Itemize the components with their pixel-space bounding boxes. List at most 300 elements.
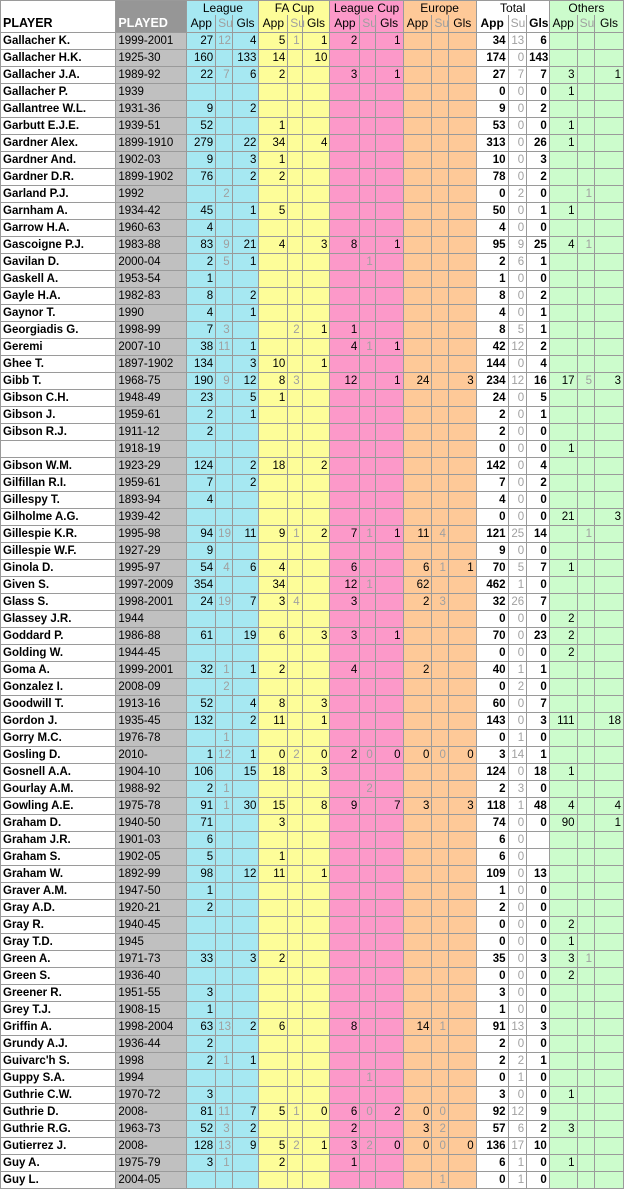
league-cup-app-cell xyxy=(330,152,360,169)
total-goals-cell: 0 xyxy=(527,917,550,934)
player-name: Gilfillan R.I. xyxy=(1,475,116,492)
league-goals-cell: 4 xyxy=(232,33,259,50)
others-app-cell: 1 xyxy=(549,441,577,458)
played-years: 1976-78 xyxy=(116,730,187,747)
league-cup-app-cell: 4 xyxy=(330,662,360,679)
others-app-cell xyxy=(549,458,577,475)
league-goals-cell xyxy=(232,968,259,985)
total-sub-cell: 6 xyxy=(508,1121,527,1138)
others-goals-header: Gls xyxy=(595,15,624,33)
others-sub-cell xyxy=(577,713,595,730)
player-name: Gardner Alex. xyxy=(1,135,116,152)
others-app-cell: 3 xyxy=(549,951,577,968)
fa-cup-app-cell: 1 xyxy=(259,849,288,866)
fa-cup-goals-cell xyxy=(302,390,330,407)
corner-cell-played xyxy=(116,1,187,16)
europe-goals-cell: 3 xyxy=(448,373,476,390)
total-sub-header: Su xyxy=(508,15,527,33)
others-sub-cell xyxy=(577,271,595,288)
total-sub-cell: 0 xyxy=(508,832,527,849)
played-years: 1897-1902 xyxy=(116,356,187,373)
league-cup-app-cell xyxy=(330,169,360,186)
league-cup-goals-cell xyxy=(375,1002,403,1019)
others-app-cell xyxy=(549,356,577,373)
total-app-cell: 143 xyxy=(476,713,508,730)
table-row xyxy=(1,594,624,611)
league-goals-cell xyxy=(232,322,259,339)
europe-sub-cell xyxy=(432,1036,448,1053)
league-goals-cell xyxy=(232,1002,259,1019)
total-sub-cell: 0 xyxy=(508,492,527,509)
europe-sub-cell xyxy=(432,271,448,288)
others-goals-cell xyxy=(595,679,624,696)
others-sub-cell xyxy=(577,577,595,594)
europe-goals-cell xyxy=(448,951,476,968)
fa-cup-goals-cell: 0 xyxy=(302,747,330,764)
fa-cup-sub-cell xyxy=(288,1002,302,1019)
league-cup-app-cell xyxy=(330,220,360,237)
column-header-row xyxy=(1,15,624,33)
europe-goals-cell xyxy=(448,611,476,628)
league-sub-cell xyxy=(216,492,232,509)
europe-sub-cell xyxy=(432,169,448,186)
league-sub-cell xyxy=(216,135,232,152)
fa-cup-sub-cell xyxy=(288,492,302,509)
total-app-cell: 0 xyxy=(476,730,508,747)
total-goals-cell: 0 xyxy=(527,271,550,288)
league-cup-goals-cell xyxy=(375,509,403,526)
total-sub-cell: 0 xyxy=(508,356,527,373)
europe-app-cell xyxy=(403,424,432,441)
fa-cup-sub-cell xyxy=(288,866,302,883)
league-app-cell: 124 xyxy=(187,458,216,475)
league-app-cell: 2 xyxy=(187,900,216,917)
europe-goals-cell xyxy=(448,1002,476,1019)
league-cup-goals-cell xyxy=(375,356,403,373)
fa-cup-goals-cell xyxy=(302,101,330,118)
league-cup-sub-cell xyxy=(360,730,375,747)
total-sub-cell: 0 xyxy=(508,628,527,645)
fa-cup-app-cell: 5 xyxy=(259,203,288,220)
total-app-cell: 136 xyxy=(476,1138,508,1155)
fa-cup-goals-cell xyxy=(302,849,330,866)
played-years: 2000-04 xyxy=(116,254,187,271)
fa-cup-goals-cell xyxy=(302,220,330,237)
league-app-cell xyxy=(187,1172,216,1189)
league-goals-cell xyxy=(232,577,259,594)
league-goals-cell xyxy=(232,781,259,798)
fa-cup-sub-cell xyxy=(288,203,302,220)
corner-cell-player xyxy=(1,1,116,16)
league-cup-app-cell xyxy=(330,968,360,985)
played-years: 1913-16 xyxy=(116,696,187,713)
europe-goals-cell xyxy=(448,305,476,322)
league-app-cell: 98 xyxy=(187,866,216,883)
league-goals-cell xyxy=(232,985,259,1002)
europe-app-cell xyxy=(403,84,432,101)
fa-cup-app-cell: 5 xyxy=(259,1138,288,1155)
others-app-cell: 90 xyxy=(549,815,577,832)
others-goals-cell: 18 xyxy=(595,713,624,730)
table-row xyxy=(1,441,624,458)
others-goals-cell xyxy=(595,611,624,628)
played-years: 1944-45 xyxy=(116,645,187,662)
total-app-cell: 2 xyxy=(476,1036,508,1053)
league-app-cell xyxy=(187,441,216,458)
league-cup-sub-cell xyxy=(360,764,375,781)
group-header-row xyxy=(1,1,624,16)
europe-sub-cell xyxy=(432,458,448,475)
player-name: Gourlay A.M. xyxy=(1,781,116,798)
others-goals-cell xyxy=(595,628,624,645)
total-app-cell: 78 xyxy=(476,169,508,186)
league-cup-app-cell xyxy=(330,883,360,900)
europe-sub-cell xyxy=(432,356,448,373)
fa-cup-goals-cell: 3 xyxy=(302,237,330,254)
total-sub-cell: 1 xyxy=(508,662,527,679)
league-sub-cell: 12 xyxy=(216,747,232,764)
total-goals-cell: 23 xyxy=(527,628,550,645)
others-app-cell xyxy=(549,747,577,764)
league-cup-sub-cell xyxy=(360,1172,375,1189)
total-app-cell: 1 xyxy=(476,883,508,900)
europe-app-cell xyxy=(403,254,432,271)
league-cup-goals-cell xyxy=(375,1155,403,1172)
europe-goals-cell xyxy=(448,1104,476,1121)
total-goals-cell: 0 xyxy=(527,883,550,900)
europe-app-cell xyxy=(403,696,432,713)
league-goals-cell: 1 xyxy=(232,662,259,679)
total-app-cell: 3 xyxy=(476,1087,508,1104)
league-app-cell: 2 xyxy=(187,1053,216,1070)
others-sub-cell xyxy=(577,543,595,560)
table-row xyxy=(1,424,624,441)
total-app-cell: 2 xyxy=(476,900,508,917)
fa-cup-app-cell xyxy=(259,1070,288,1087)
fa-cup-app-cell xyxy=(259,985,288,1002)
player-name: Gonzalez I. xyxy=(1,679,116,696)
europe-app-cell xyxy=(403,951,432,968)
fa-cup-goals-cell: 1 xyxy=(302,1138,330,1155)
europe-sub-cell xyxy=(432,135,448,152)
league-goals-cell: 1 xyxy=(232,339,259,356)
others-app-cell xyxy=(549,849,577,866)
total-goals-cell: 1 xyxy=(527,254,550,271)
others-goals-cell xyxy=(595,1019,624,1036)
total-goals-cell: 2 xyxy=(527,1121,550,1138)
total-goals-cell: 2 xyxy=(527,169,550,186)
total-app-cell: 42 xyxy=(476,339,508,356)
others-app-cell xyxy=(549,985,577,1002)
others-app-cell xyxy=(549,152,577,169)
table-row xyxy=(1,679,624,696)
fa-cup-goals-cell xyxy=(302,832,330,849)
europe-sub-cell xyxy=(432,424,448,441)
europe-app-cell xyxy=(403,118,432,135)
lc-sub-header: Su xyxy=(360,15,375,33)
europe-app-cell xyxy=(403,713,432,730)
fa-cup-app-cell xyxy=(259,1053,288,1070)
league-cup-app-cell: 3 xyxy=(330,594,360,611)
total-goals-cell: 10 xyxy=(527,1138,550,1155)
player-name: Gaskell A. xyxy=(1,271,116,288)
europe-goals-cell xyxy=(448,118,476,135)
league-goals-cell: 1 xyxy=(232,203,259,220)
others-app-header: App xyxy=(549,15,577,33)
league-sub-cell xyxy=(216,356,232,373)
table-row xyxy=(1,1104,624,1121)
league-app-cell: 32 xyxy=(187,662,216,679)
player-name: Guy A. xyxy=(1,1155,116,1172)
total-sub-cell: 0 xyxy=(508,1036,527,1053)
europe-goals-cell xyxy=(448,84,476,101)
league-goals-cell: 6 xyxy=(232,560,259,577)
others-goals-cell xyxy=(595,254,624,271)
total-goals-cell xyxy=(527,832,550,849)
fa-cup-sub-cell xyxy=(288,1155,302,1172)
others-goals-cell: 1 xyxy=(595,815,624,832)
total-goals-header: Gls xyxy=(527,15,550,33)
europe-goals-cell xyxy=(448,407,476,424)
europe-sub-cell xyxy=(432,611,448,628)
table-row xyxy=(1,322,624,339)
league-sub-cell xyxy=(216,152,232,169)
league-cup-sub-cell xyxy=(360,866,375,883)
fa-cup-app-cell xyxy=(259,1002,288,1019)
league-app-cell xyxy=(187,968,216,985)
played-years: 1904-10 xyxy=(116,764,187,781)
others-app-cell xyxy=(549,220,577,237)
league-sub-cell: 19 xyxy=(216,526,232,543)
table-row xyxy=(1,84,624,101)
fa-cup-app-cell: 1 xyxy=(259,152,288,169)
europe-app-cell xyxy=(403,458,432,475)
fa-cup-goals-cell xyxy=(302,169,330,186)
total-sub-cell: 0 xyxy=(508,50,527,67)
table-row xyxy=(1,33,624,50)
league-goals-cell xyxy=(232,1172,259,1189)
others-sub-cell: 1 xyxy=(577,237,595,254)
fa-cup-sub-cell xyxy=(288,305,302,322)
total-app-cell: 92 xyxy=(476,1104,508,1121)
total-app-cell: 24 xyxy=(476,390,508,407)
others-sub-cell xyxy=(577,50,595,67)
others-sub-cell xyxy=(577,305,595,322)
total-sub-cell: 0 xyxy=(508,135,527,152)
league-sub-cell: 4 xyxy=(216,560,232,577)
others-sub-cell xyxy=(577,1138,595,1155)
league-sub-cell xyxy=(216,985,232,1002)
others-sub-cell xyxy=(577,1121,595,1138)
league-cup-sub-cell xyxy=(360,152,375,169)
others-goals-cell xyxy=(595,577,624,594)
total-goals-cell: 0 xyxy=(527,934,550,951)
league-cup-app-cell: 12 xyxy=(330,373,360,390)
others-sub-cell xyxy=(577,509,595,526)
others-goals-cell xyxy=(595,1104,624,1121)
total-goals-cell: 7 xyxy=(527,67,550,84)
player-name: Graham J.R. xyxy=(1,832,116,849)
fa-cup-goals-cell: 3 xyxy=(302,696,330,713)
league-cup-app-cell xyxy=(330,1053,360,1070)
played-years: 1998-2001 xyxy=(116,594,187,611)
total-app-cell: 109 xyxy=(476,866,508,883)
fa-cup-app-cell xyxy=(259,781,288,798)
europe-app-cell xyxy=(403,322,432,339)
fa-cup-goals-cell xyxy=(302,985,330,1002)
total-sub-cell: 0 xyxy=(508,509,527,526)
europe-sub-cell xyxy=(432,339,448,356)
league-cup-goals-cell: 2 xyxy=(375,1104,403,1121)
fa-cup-app-cell: 18 xyxy=(259,458,288,475)
fa-cup-app-cell xyxy=(259,424,288,441)
table-row xyxy=(1,866,624,883)
played-years: 1975-78 xyxy=(116,798,187,815)
played-years: 1920-21 xyxy=(116,900,187,917)
fa-cup-app-cell: 10 xyxy=(259,356,288,373)
fa-cup-goals-cell xyxy=(302,917,330,934)
table-row xyxy=(1,696,624,713)
league-cup-app-cell xyxy=(330,781,360,798)
total-goals-cell: 0 xyxy=(527,611,550,628)
played-years: 1989-92 xyxy=(116,67,187,84)
europe-goals-cell xyxy=(448,985,476,1002)
league-sub-cell xyxy=(216,288,232,305)
others-goals-cell xyxy=(595,543,624,560)
others-sub-cell xyxy=(577,781,595,798)
others-app-cell: 3 xyxy=(549,1121,577,1138)
europe-sub-cell xyxy=(432,509,448,526)
fa-cup-sub-cell xyxy=(288,475,302,492)
europe-app-cell xyxy=(403,883,432,900)
player-name: Gibson J. xyxy=(1,407,116,424)
player-name: Greener R. xyxy=(1,985,116,1002)
others-sub-cell xyxy=(577,288,595,305)
table-row xyxy=(1,152,624,169)
fa-cup-sub-cell xyxy=(288,1172,302,1189)
others-app-cell: 1 xyxy=(549,203,577,220)
league-cup-app-cell xyxy=(330,951,360,968)
europe-sub-cell xyxy=(432,50,448,67)
league-cup-goals-cell: 1 xyxy=(375,526,403,543)
total-app-cell: 3 xyxy=(476,985,508,1002)
league-goals-cell xyxy=(232,900,259,917)
league-goals-cell xyxy=(232,611,259,628)
europe-goals-cell xyxy=(448,186,476,203)
league-sub-cell: 7 xyxy=(216,67,232,84)
league-sub-cell: 9 xyxy=(216,373,232,390)
table-row xyxy=(1,577,624,594)
others-sub-cell xyxy=(577,679,595,696)
league-sub-cell xyxy=(216,543,232,560)
league-cup-goals-cell xyxy=(375,543,403,560)
player-name: Guy L. xyxy=(1,1172,116,1189)
player-name: Guppy S.A. xyxy=(1,1070,116,1087)
league-cup-sub-cell xyxy=(360,968,375,985)
others-goals-cell xyxy=(595,390,624,407)
europe-app-cell xyxy=(403,441,432,458)
europe-app-cell xyxy=(403,135,432,152)
total-goals-cell: 4 xyxy=(527,458,550,475)
total-app-cell: 3 xyxy=(476,747,508,764)
table-row xyxy=(1,1087,624,1104)
fa-cup-goals-cell xyxy=(302,288,330,305)
fa-app-header: App xyxy=(259,15,288,33)
total-app-cell: 0 xyxy=(476,611,508,628)
europe-goals-cell xyxy=(448,1036,476,1053)
others-sub-cell xyxy=(577,730,595,747)
fa-cup-goals-cell xyxy=(302,509,330,526)
fa-cup-sub-cell xyxy=(288,118,302,135)
total-app-cell: 0 xyxy=(476,1070,508,1087)
league-goals-cell xyxy=(232,917,259,934)
player-name: Geremi xyxy=(1,339,116,356)
table-row xyxy=(1,798,624,815)
league-cup-goals-cell xyxy=(375,900,403,917)
league-cup-app-cell xyxy=(330,356,360,373)
player-name: Gayle H.A. xyxy=(1,288,116,305)
played-years: 1934-42 xyxy=(116,203,187,220)
fa-cup-app-cell: 6 xyxy=(259,628,288,645)
league-sub-cell xyxy=(216,1070,232,1087)
europe-goals-cell xyxy=(448,203,476,220)
total-sub-cell: 0 xyxy=(508,220,527,237)
others-app-cell xyxy=(549,1104,577,1121)
player-name: Given S. xyxy=(1,577,116,594)
total-goals-cell: 0 xyxy=(527,1155,550,1172)
league-cup-sub-cell xyxy=(360,84,375,101)
league-cup-goals-cell xyxy=(375,492,403,509)
total-sub-cell: 0 xyxy=(508,475,527,492)
played-years: 1995-98 xyxy=(116,526,187,543)
league-cup-sub-cell xyxy=(360,1053,375,1070)
others-sub-cell xyxy=(577,339,595,356)
europe-goals-cell xyxy=(448,152,476,169)
total-sub-cell: 1 xyxy=(508,1155,527,1172)
player-name: Garnham A. xyxy=(1,203,116,220)
others-goals-cell xyxy=(595,305,624,322)
table-row xyxy=(1,509,624,526)
total-sub-cell: 0 xyxy=(508,84,527,101)
table-row xyxy=(1,543,624,560)
player-name: Guthrie D. xyxy=(1,1104,116,1121)
league-sub-cell xyxy=(216,441,232,458)
league-cup-goals-cell xyxy=(375,577,403,594)
player-name: Guthrie C.W. xyxy=(1,1087,116,1104)
fa-cup-app-cell: 9 xyxy=(259,526,288,543)
fa-cup-sub-cell xyxy=(288,713,302,730)
fa-cup-goals-cell xyxy=(302,662,330,679)
total-app-cell: 91 xyxy=(476,1019,508,1036)
table-row xyxy=(1,730,624,747)
league-cup-goals-cell xyxy=(375,696,403,713)
fa-cup-app-cell: 2 xyxy=(259,67,288,84)
total-sub-cell: 0 xyxy=(508,696,527,713)
league-sub-cell xyxy=(216,832,232,849)
others-app-cell: 1 xyxy=(549,764,577,781)
others-app-cell: 2 xyxy=(549,917,577,934)
played-years: 1959-61 xyxy=(116,475,187,492)
league-cup-sub-cell xyxy=(360,713,375,730)
played-years: 1908-15 xyxy=(116,1002,187,1019)
europe-goals-cell xyxy=(448,883,476,900)
fa-cup-goals-cell: 0 xyxy=(302,1104,330,1121)
league-cup-goals-cell: 1 xyxy=(375,33,403,50)
table-row xyxy=(1,1002,624,1019)
total-goals-cell: 0 xyxy=(527,815,550,832)
league-app-cell: 22 xyxy=(187,67,216,84)
fa-cup-app-cell xyxy=(259,322,288,339)
